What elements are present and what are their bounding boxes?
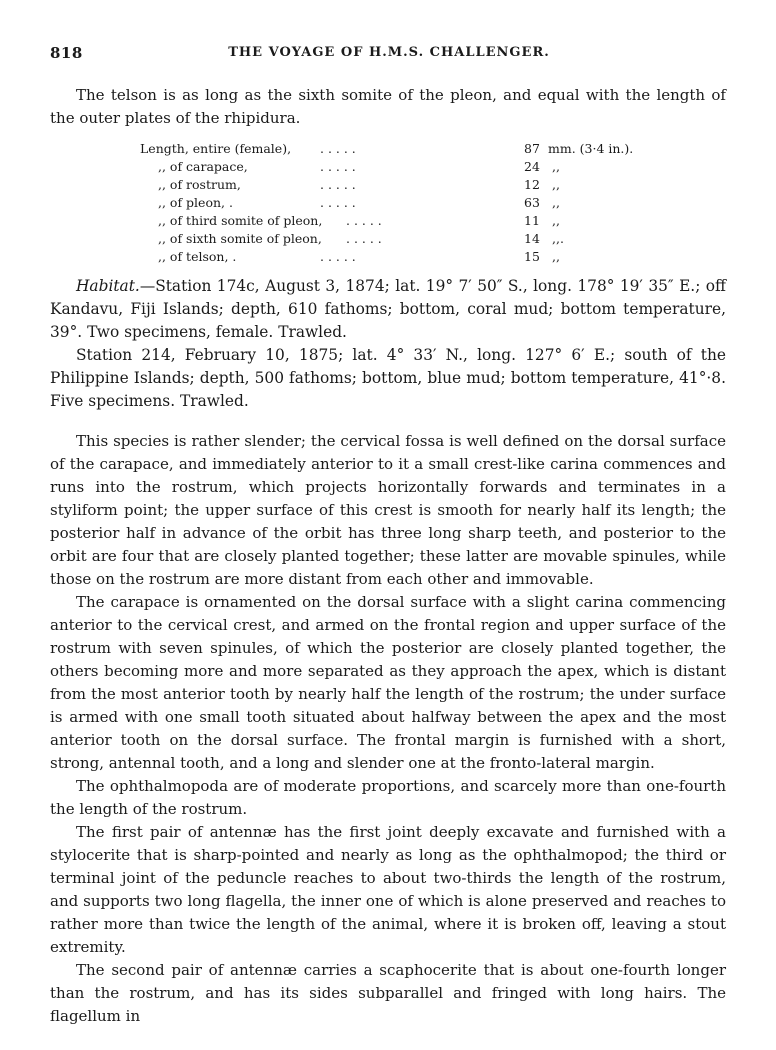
measure-leader: . . . . .	[320, 141, 356, 156]
measure-value: 87	[524, 141, 540, 156]
measure-unit: ,,.	[552, 231, 564, 246]
measure-unit: ,,	[552, 177, 560, 192]
measure-unit: ,,	[552, 195, 560, 210]
measure-unit: ,,	[552, 213, 560, 228]
description-paragraph-2: The carapace is ornamented on the dorsal surface with a slight carina commencing anterior to the cervical crest, and armed on the frontal region and upper surface of the rostrum with seven spinules, of which the posterior are closely planted together, the others becoming more and more separated as they approach the apex, which is distant from the most anterior tooth by nearly half the length of the rostrum; the under surface is armed with one small tooth situated about halfway between the apex and the most anterior tooth on the dorsal surface. The frontal margin is furnished with a short, strong, antennal tooth, and a long and slender one at the fronto-lateral margin.	[50, 593, 726, 772]
measure-label: Length, entire (female),	[140, 141, 292, 156]
intro-paragraph	[50, 84, 726, 130]
measure-leader: . . . . .	[320, 177, 356, 192]
measure-label: ,, of carapace,	[158, 159, 248, 174]
table-row	[0, 177, 776, 195]
measure-leader: . . . . .	[346, 213, 382, 228]
measure-value: 15	[524, 249, 540, 264]
habitat-station-1-text: —Station 174c, August 3, 1874; lat. 19° 7′ 50″ S., long. 178° 19′ 35″ E.; off Kandavu, Fiji Islands; depth, 610 fathoms; bottom, coral mud; bottom temperature, 39°. Two specimens, female. Trawled.	[50, 277, 726, 341]
intro-text: The telson is as long as the sixth somite of the pleon, and equal with the length of the outer plates of the rhipidura.	[50, 86, 726, 127]
table-row	[0, 141, 776, 159]
habitat-section	[50, 275, 726, 413]
measure-label: ,, of third somite of pleon,	[158, 213, 323, 228]
description-paragraph-5: The second pair of antennæ carries a scaphocerite that is about one-fourth longer than the rostrum, and has its sides subparallel and fringed with long hairs. The flagellum in	[50, 961, 726, 1025]
measure-unit: ,,	[552, 159, 560, 174]
description-paragraph-4: The first pair of antennæ has the first joint deeply excavate and furnished with a stylocerite that is sharp-pointed and nearly as long as the ophthalmopod; the third or terminal joint of the peduncle reaches to about two-thirds the length of the rostrum, and supports two long flagella, the inner one of which is alone preserved and reaches to rather more than twice the length of the animal, where it is broken off, leaving a stout extremity.	[50, 823, 726, 956]
measure-value: 24	[524, 159, 540, 174]
measure-leader: . . . . .	[346, 231, 382, 246]
measure-value: 12	[524, 177, 540, 192]
habitat-label: Habitat.	[76, 277, 140, 295]
table-row	[0, 195, 776, 213]
description-paragraph-3: The ophthalmopoda are of moderate proportions, and scarcely more than one-fourth the length of the rostrum.	[50, 777, 726, 818]
measure-label: ,, of rostrum,	[158, 177, 241, 192]
description-paragraph-1: This species is rather slender; the cervical fossa is well defined on the dorsal surface of the carapace, and immediately anterior to it a small crest-like carina commences and runs into the rostrum, which projects horizontally forwards and terminates in a styliform point; the upper surface of this crest is smooth for nearly half its length; the posterior half in advance of the orbit has three long sharp teeth, and posterior to the orbit are four that are closely planted together; these latter are movable spinules, while those on the rostrum are more distant from each other and immovable.	[50, 432, 726, 588]
running-head: THE VOYAGE OF H.M.S. CHALLENGER.	[228, 45, 550, 60]
measure-value: 63	[524, 195, 540, 210]
page-header	[50, 44, 728, 68]
measure-label: ,, of pleon, .	[158, 195, 233, 210]
habitat-station-2: Station 214, February 10, 1875; lat. 4° 33′ N., long. 127° 6′ E.; south of the Philippine Islands; depth, 500 fathoms; bottom, blue mud; bottom temperature, 41°·8. Five specimens. Trawled.	[50, 346, 726, 410]
measure-value: 11	[524, 213, 540, 228]
measure-value: 14	[524, 231, 540, 246]
measure-leader: . . . . .	[320, 249, 356, 264]
habitat-station-1	[50, 275, 726, 344]
measure-unit: mm. (3·4 in.).	[548, 141, 634, 156]
measure-label: ,, of sixth somite of pleon,	[158, 231, 322, 246]
table-row	[0, 213, 776, 231]
table-row	[0, 159, 776, 177]
table-row	[0, 249, 776, 267]
measure-leader: . . . . .	[320, 195, 356, 210]
table-row	[0, 231, 776, 249]
description-body	[50, 430, 726, 1028]
measure-unit: ,,	[552, 249, 560, 264]
measure-leader: . . . . .	[320, 159, 356, 174]
measure-label: ,, of telson, .	[158, 249, 237, 264]
page-number: 818	[50, 44, 83, 62]
